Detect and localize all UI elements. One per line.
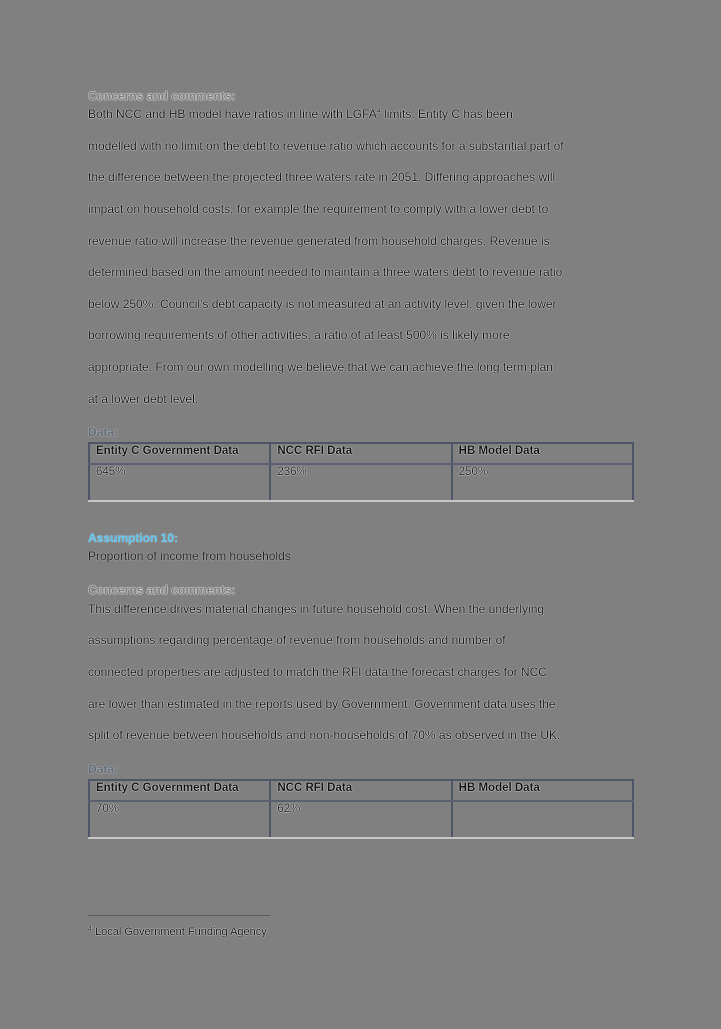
paragraph-line: assumptions regarding percentage of revenue from households and number of [88,633,506,647]
concerns-heading: Concerns and comments: [88,583,236,597]
cell-hb-model-value [452,801,633,838]
paragraph-line: Both NCC and HB model have ratios in line with LGFA$^4$ limits. Entity C has been [88,107,513,121]
footnote-reference[interactable]: 4 [376,108,381,115]
footnote-text: Local Government Funding Agency [91,926,267,938]
paragraph-line: the difference between the projected three waters rate in 2051. Differing approaches will [88,170,556,184]
data-label: Data: [88,762,119,776]
data-table-household-income [88,779,634,839]
paragraph-line: appropriate. From our own modelling we believe that we can achieve the long term plan [88,360,553,374]
cell-entity-c-value: 645% [89,464,270,501]
data-label: Data: [88,425,119,439]
paragraph-line: are lower than estimated in the reports used by Government. Government data uses the [88,697,556,711]
paragraph-line: impact on household costs, for example the requirement to comply with a lower debt to [88,202,549,216]
column-header-entity-c: Entity C Government Data [89,443,270,464]
table-row [89,801,633,838]
cell-hb-model-value: 250% [452,464,633,501]
cell-entity-c-value: 70% [89,801,270,838]
data-table-debt-ratio [88,442,634,502]
cell-ncc-rfi-value: 62% [270,801,451,838]
table-row [89,464,633,501]
paragraph-line: This difference drives material changes in future household cost. When the underlying [88,602,545,616]
paragraph-line: borrowing requirements of other activities, a ratio of at least 500% is likely more [88,328,510,342]
paragraph-line: modelled with no limit on the debt to revenue ratio which accounts for a substantial part of [88,139,564,153]
table-header-row [89,443,633,464]
column-header-hb-model: HB Model Data [452,780,633,801]
paragraph-line: split of revenue between households and non-households of 70% as observed in the UK. [88,728,561,742]
column-header-ncc-rfi: NCC RFI Data [270,780,451,801]
paragraph-line: connected properties are adjusted to match the RFI data the forecast charges for NCC [88,665,547,679]
paragraph-line: below 250%. Council's debt capacity is not measured at an activity level, given the lower [88,297,557,311]
cell-ncc-rfi-value: 236% [270,464,451,501]
column-header-entity-c: Entity C Government Data [89,780,270,801]
table-header-row [89,780,633,801]
paragraph-line: at a lower debt level. [88,392,199,406]
footnote-separator [88,915,270,916]
assumption-title: Assumption 10: [88,531,179,545]
footnote-number: 4 [88,925,92,933]
paragraph-line: revenue ratio will increase the revenue generated from household charges. Revenue is [88,234,550,248]
column-header-hb-model: HB Model Data [452,443,633,464]
assumption-subject: Proportion of income from households [88,549,291,563]
footnote [88,926,267,938]
concerns-heading: Concerns and comments: [88,89,236,103]
column-header-ncc-rfi: NCC RFI Data [270,443,451,464]
paragraph-line: determined based on the amount needed to maintain a three waters debt to revenue ratio [88,265,563,279]
